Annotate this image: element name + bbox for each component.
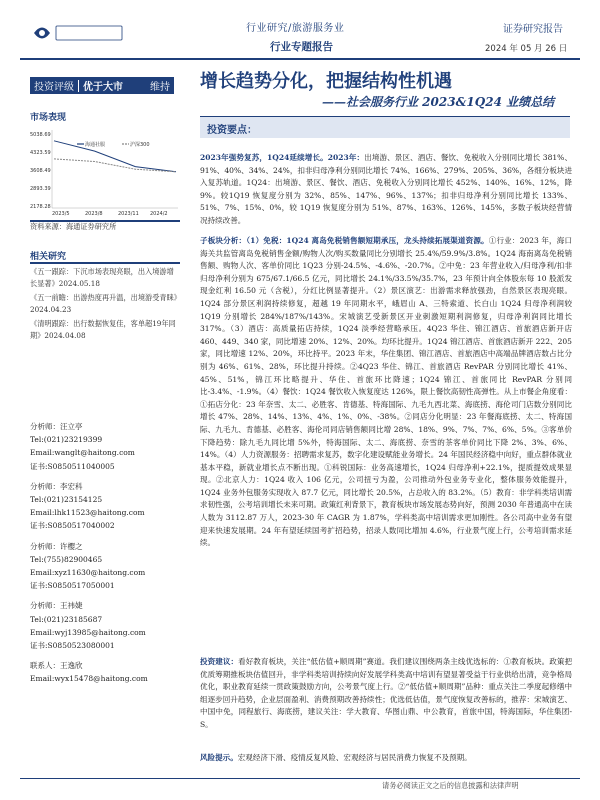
report-category: 行业研究/旅游服务业: [246, 23, 345, 34]
paragraph-risk: [200, 752, 572, 765]
rating-bar: [30, 77, 174, 94]
related-item[interactable]: 《五一跟踪：下沉市场表现亮眼，出入境游增长显著》2024.05.18: [30, 267, 174, 288]
report-type: 行业专题报告: [270, 41, 333, 53]
paragraph-subsectors: [200, 235, 572, 550]
analyst-name: 分析师：李宏科: [30, 481, 83, 491]
para-lead: 2023年强势复苏，1Q24延续增长。2023年：: [200, 153, 365, 162]
analyst-tel: Tel:(021)23185687: [30, 614, 103, 624]
paragraph-overview: [200, 152, 572, 228]
rating-label: 投资评级: [34, 82, 74, 93]
market-source: 资料来源：海通证券研究所: [30, 222, 117, 231]
analyst-email[interactable]: Email:wyj13985@haitong.com: [30, 627, 146, 637]
y-tick: 5038.69: [30, 132, 51, 138]
market-heading: 市场表现: [30, 113, 67, 123]
analyst-cert: 证书:S0850511040005: [30, 461, 115, 471]
divider: [30, 262, 180, 264]
analyst-email[interactable]: Email:xyz11630@haitong.com: [30, 568, 146, 578]
report-date: 2024 年 05 月 26 日: [485, 44, 568, 54]
contact-email[interactable]: Email:wyx15478@haitong.com: [30, 674, 148, 684]
para-body: 出境游、景区、酒店、餐饮、免税收入分别同比增长 381%、91%、40%、34%、24%，扣非归母净利分别同比增长 74%、166%、279%、205%、36%，各细分板块进入复苏轨道。1Q24：出境游、景区、餐饮、酒店、免税收入分别同比增长 452%、140%、16%、12%，降 9%。较1Q19 恢复度分别为 32%、85%、147%、96%、137%；扣非归母净利分别同比增长 133%、51%、7%、15%、0%，较 1Q19 恢复度分别为 51%、87%、163%、126%、145%，多数子板块经营情况持续改善。: [200, 153, 572, 225]
haitong-logo: [30, 20, 130, 46]
analyst-email[interactable]: Email:lhk11523@haitong.com: [30, 508, 145, 518]
rating-action: 维持: [150, 82, 170, 93]
y-tick: 4323.59: [30, 150, 51, 156]
footer-divider: [20, 778, 580, 779]
key-points-title: 投资要点：: [207, 125, 257, 136]
header-divider: [20, 58, 580, 60]
para-body: 宏观经济下滑、疫情反复风险、宏观经济与居民消费力恢复不及预期。: [237, 753, 472, 762]
analyst-cert: 证书:S0850517050001: [30, 581, 115, 591]
related-heading: 相关研究: [30, 252, 67, 262]
x-tick: 2023/8: [85, 211, 103, 216]
analyst-tel: Tel:(755)82900465: [30, 554, 103, 564]
x-tick: 2023/5: [52, 211, 70, 216]
analyst-email[interactable]: Email:wanglt@haitong.com: [30, 448, 135, 458]
market-chart: [30, 126, 180, 216]
y-tick: 2178.28: [30, 204, 51, 210]
page-subtitle: ——社会服务行业 2023&1Q24 业绩总结: [322, 95, 555, 109]
report-label: 证券研究报告: [503, 24, 563, 35]
analyst-tel: Tel:(021)23154125: [30, 495, 103, 505]
rating-value: 优于大市: [83, 82, 123, 93]
x-tick: 2024/2: [150, 211, 168, 216]
para-lead: 风险提示。: [200, 753, 238, 762]
analyst-cert: 证书:S0850517040002: [30, 521, 115, 531]
key-points-header: [200, 116, 570, 138]
page-title: 增长趋势分化，把握结构性机遇: [200, 71, 452, 92]
y-tick: 3608.49: [30, 168, 51, 174]
para-lead: 投资建议：: [200, 657, 239, 666]
related-item[interactable]: 《清明跟踪：出行数据恢复佳，客单超19年同期》2024.04.08: [30, 319, 176, 340]
series-line-haitong: [54, 141, 176, 172]
analyst-name: 分析师：许樱之: [30, 541, 83, 551]
contact-name: 联系人：王逸欣: [30, 661, 83, 671]
analyst-name: 分析师：王祎婕: [30, 601, 83, 611]
legend-series-2: 沪深300: [130, 142, 150, 148]
x-tick: 2023/11: [118, 211, 139, 216]
para-body: ①行业：2023 年，海口海关共监管离岛免税销售金额/购物人次/购买数量同比分别增长 25.4%/59.9%/3.8%。1Q24 海南离岛免税销售额、购物人次、客单价同比 1Q23 分别-24.5%、-4.6%、-20.7%。②中免：23 年营业收入/归母净利/扣非归母净利分别为 675/67.1/66.5 亿元，同比增长 24.1%/33.5%/35.7%，23 年预计向全体股东每 10 股派发现金红利 16.50 元（含税），分红比例显著提升。（2）景区演艺：出游需求释放强劲，自然景区表现亮眼。1Q24 部分景区利润持续修复，超越 19 年同期水平，峨眉山 A、三特索道、长白山 1Q24 归母净利润较 1Q19 分别增长 284%/187%/143%。宋城演艺受新景区开业刺激短期利润修复，归母净利润同比增长 317%。（3）酒店：高质量拓店持续，1Q24 淡季经营略承压。4Q23 华住、锦江酒店、首旅酒店新开店 460、449、340 家，同比增速 20%、12%、20%。均环比提升。1Q24 锦江酒店、首旅酒店新开 222、205 家，同比增速 12%、20%，环比持平。2023 年末，华住集团、锦江酒店、首旅酒店中高端品牌酒店数占比分别为 46%、61%、28%，环比提升持续。②4Q23 华住、锦江、首旅酒店 RevPAR 分别同比增长 41%、45%、51%，锦江环比略提升、华住、首旅环比降速；1Q24 锦江、首旅同比 RevPAR 分别同比-3.4%、-1.9%。（4）餐饮：1Q24 餐饮收入恢复度达 126%，限上餐饮高韧性高弹性。从上市餐企角度看：①拓店分化：23 年奈雪、太二、必胜客、肯德基、特海国际、九毛九西北菜、海底捞、海伦司门店数分别同比增长 47%、28%、14%、13%、4%、1%、0%、-38%。②同店分化明显：23 年餐海底捞、太二、特海国际、九毛九、肯德基、必胜客、海伦司同店销售额同比增 28%、18%、9%、7%、7%、6%、5%。③客单价下降趋势：除九毛九同比增 5%外，特海国际、太二、海底捞、奈雪的茶客单价同比下降 2%、3%、6%、14%。（4）人力资源服务：招聘需求复苏，数字化建设赋能业务增长。24 年国民经济稳中向好，重点群体就业基本平稳，新就业增长点不断出现。①科锐国际：业务高速增长，1Q24 归母净利+22.1%，提质提效成果显现。②北京人力：1Q24 收入 106 亿元，公司扭亏为盈，公司推动外包业务专业化，整体服务效能提升，1Q24 业务外包服务实现收入 87.7 亿元，同比增长 20.5%，占总收入的 83.2%。（5）教育：非学科类培训需求韧性强，公考培训增长未来可期。政策红利背景下，教育板块市场发展态势向好，预测 2030 年普通高中在读人数为 3112.87 万人，2023-30 年 CAGR 为 1.87%，学科类高中培训需求更加刚性。各公司高中业务有望迎来快速发展期。24 年有望延续国考扩招趋势，招录人数同比增加 4.6%，行业景气度上行，公考培训需求延续。: [200, 236, 573, 548]
related-item[interactable]: 《五一前瞻：出游热度再升温，出境游受青睐》2024.04.23: [30, 293, 178, 314]
y-tick: 2893.39: [30, 186, 51, 192]
para-body: 看好教育板块，关注“低估值+顺周期”赛道。我们建议围绕两条主线优选标的：①教育板块。政策把优质筹期推板块估值回升，非学科类培训持续向好发展学科类高中培训有望显著受益于行业供给出清，竞争格局优化，职业教育延续一贯政策鼓励方向，公考景气度上行。②“低估值+顺周期”品种：重点关注二季度起修缮中组逐步回升趋势，企业层面盈利、消费预期改善持续性；优选低估值，景气度恢复改善标的，推荐：宋城演艺、中国中免，同程旅行、海底捞，建议关注：学大教育、华图山鼎、中公教育，首旅中国，特海国际，华住集团-S。: [200, 657, 572, 729]
para-lead: 子板块分析：（1）免税：1Q24 离岛免税销售额短期承压，龙头持续拓展渠道资源。: [200, 236, 489, 245]
paragraph-investment: [200, 656, 572, 732]
disclaimer: 请务必阅读正文之后的信息披露和法律声明: [382, 781, 519, 790]
analyst-cert: 证书:S0850523080001: [30, 641, 115, 651]
analyst-block: [30, 420, 180, 686]
analyst-tel: Tel:(021)23219399: [30, 435, 103, 445]
analyst-name: 分析师：汪立亭: [30, 422, 83, 431]
legend-series-1: 海通社服: [85, 142, 106, 148]
